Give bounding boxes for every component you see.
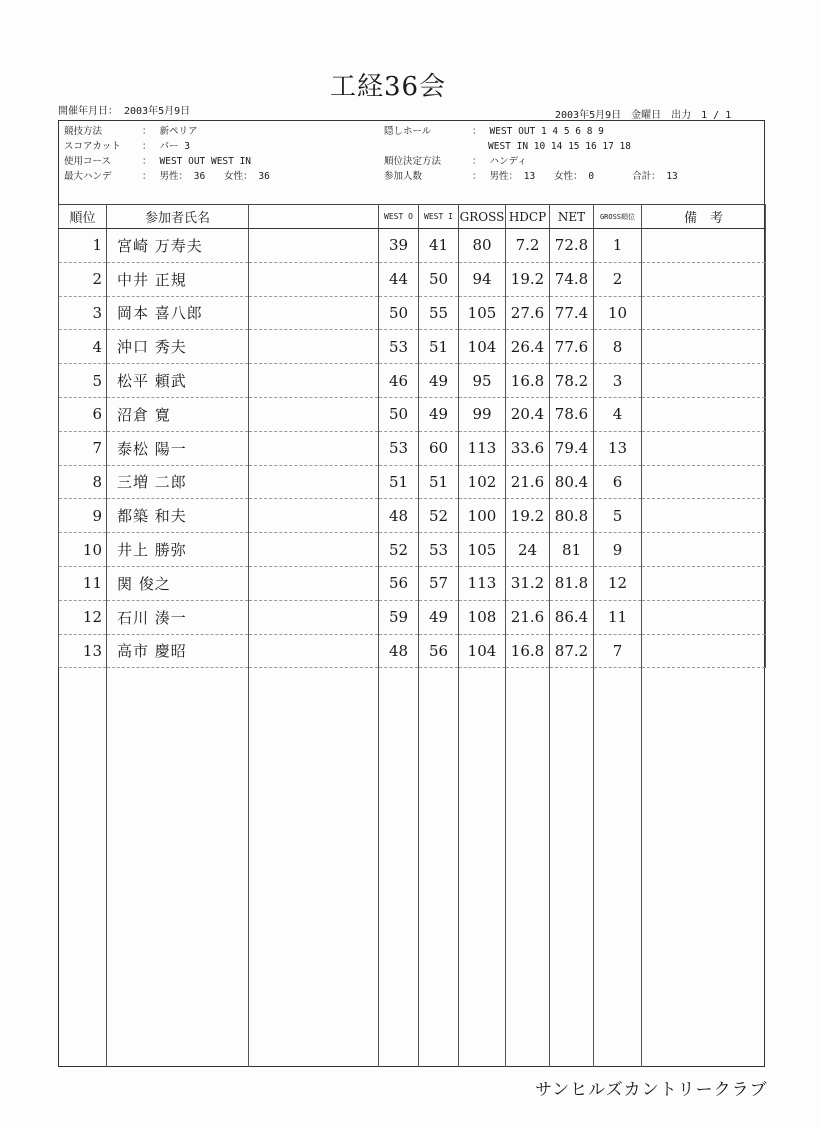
cell-out: 44 (379, 262, 419, 296)
cell-net: 78.2 (550, 364, 594, 398)
cell-gross-rank: 12 (594, 566, 642, 600)
cell-name: 三増 二郎 (107, 465, 249, 499)
info-key: 使用コース (64, 156, 112, 167)
cell-gross: 105 (459, 296, 506, 330)
cell-out: 39 (379, 229, 419, 263)
cell-in: 56 (419, 634, 459, 668)
grid-line (248, 662, 249, 1067)
cell-blank (249, 465, 379, 499)
cell-in: 53 (419, 533, 459, 567)
grid-line (593, 662, 594, 1067)
info-key: スコアカット (64, 141, 121, 152)
cell-hdcp: 27.6 (506, 296, 550, 330)
cell-rank: 7 (59, 431, 107, 465)
cell-rank: 11 (59, 566, 107, 600)
cell-blank (642, 566, 766, 600)
info-value: パー 3 (159, 141, 190, 152)
cell-rank: 1 (59, 229, 107, 263)
cell-out: 46 (379, 364, 419, 398)
cell-rank: 12 (59, 600, 107, 634)
cell-blank (249, 229, 379, 263)
cell-in: 55 (419, 296, 459, 330)
cell-hdcp: 31.2 (506, 566, 550, 600)
cell-gross-rank: 3 (594, 364, 642, 398)
info-row (64, 169, 270, 184)
cell-gross-rank: 5 (594, 499, 642, 533)
table-row (59, 600, 766, 634)
cell-net: 77.6 (550, 330, 594, 364)
cell-gross-rank: 10 (594, 296, 642, 330)
col-remarks-header: 備 考 (642, 205, 766, 229)
cell-in: 57 (419, 566, 459, 600)
cell-out: 50 (379, 397, 419, 431)
cell-net: 80.4 (550, 465, 594, 499)
cell-blank (642, 431, 766, 465)
cell-hdcp: 16.8 (506, 634, 550, 668)
info-sep: ： (472, 156, 482, 167)
col-out-header: WEST O (379, 205, 419, 229)
cell-blank (642, 330, 766, 364)
cell-gross: 113 (459, 566, 506, 600)
cell-gross: 104 (459, 634, 506, 668)
cell-net: 81 (550, 533, 594, 567)
table-row (59, 397, 766, 431)
cell-hdcp: 21.6 (506, 465, 550, 499)
table-row (59, 566, 766, 600)
info-row (384, 154, 678, 169)
info-row (384, 169, 678, 184)
cell-gross-rank: 7 (594, 634, 642, 668)
cell-blank (642, 397, 766, 431)
cell-in: 60 (419, 431, 459, 465)
info-sep: ： (472, 171, 482, 182)
cell-hdcp: 20.4 (506, 397, 550, 431)
cell-net: 72.8 (550, 229, 594, 263)
table-row (59, 330, 766, 364)
cell-in: 52 (419, 499, 459, 533)
cell-hdcp: 33.6 (506, 431, 550, 465)
cell-hdcp: 21.6 (506, 600, 550, 634)
results-table (58, 204, 766, 668)
cell-net: 74.8 (550, 262, 594, 296)
info-sep: ： (472, 126, 482, 137)
cell-gross: 105 (459, 533, 506, 567)
cell-out: 53 (379, 330, 419, 364)
table-row (59, 533, 766, 567)
cell-net: 78.6 (550, 397, 594, 431)
info-value: WEST IN 10 14 15 16 17 18 (488, 141, 631, 152)
cell-rank: 13 (59, 634, 107, 668)
cell-name: 沖口 秀夫 (107, 330, 249, 364)
cell-blank (249, 566, 379, 600)
cell-hdcp: 19.2 (506, 262, 550, 296)
output-date: 2003年5月9日 (555, 110, 622, 121)
cell-name: 泰松 陽一 (107, 431, 249, 465)
cell-name: 松平 頼武 (107, 364, 249, 398)
cell-out: 52 (379, 533, 419, 567)
cell-rank: 10 (59, 533, 107, 567)
col-name-header: 参加者氏名 (107, 205, 249, 229)
col-in-header: WEST I (419, 205, 459, 229)
cell-out: 56 (379, 566, 419, 600)
cell-out: 59 (379, 600, 419, 634)
info-key: 隠しホール (384, 126, 432, 137)
info-row (64, 139, 270, 154)
info-row (384, 139, 678, 154)
held-date-value: 2003年5月9日 (124, 106, 191, 117)
cell-blank (249, 296, 379, 330)
info-value: WEST OUT 1 4 5 6 8 9 (489, 126, 604, 137)
cell-blank (249, 397, 379, 431)
info-row (64, 124, 270, 139)
info-row (384, 124, 678, 139)
info-value: 新ペリア (159, 126, 198, 137)
cell-gross: 113 (459, 431, 506, 465)
empty-table-area (58, 662, 765, 1067)
output-page: 1 / 1 (701, 110, 732, 121)
info-key: 順位決定方法 (384, 156, 442, 167)
info-sep: ： (142, 171, 152, 182)
cell-gross-rank: 9 (594, 533, 642, 567)
cell-hdcp: 19.2 (506, 499, 550, 533)
cell-in: 51 (419, 465, 459, 499)
cell-blank (642, 499, 766, 533)
cell-in: 51 (419, 330, 459, 364)
col-gross-header: GROSS (459, 205, 506, 229)
cell-gross-rank: 1 (594, 229, 642, 263)
info-sep: ： (142, 126, 152, 137)
info-value: 男性： 36 女性： 36 (159, 171, 270, 182)
cell-gross-rank: 4 (594, 397, 642, 431)
page-title: 工経36会 (330, 72, 447, 102)
cell-blank (642, 229, 766, 263)
grid-line (549, 662, 550, 1067)
cell-gross-rank: 6 (594, 465, 642, 499)
cell-name: 石川 湊一 (107, 600, 249, 634)
cell-blank (249, 431, 379, 465)
cell-name: 高市 慶昭 (107, 634, 249, 668)
cell-hdcp: 7.2 (506, 229, 550, 263)
cell-in: 49 (419, 600, 459, 634)
cell-rank: 2 (59, 262, 107, 296)
cell-blank (249, 364, 379, 398)
cell-name: 関 俊之 (107, 566, 249, 600)
col-blank-header (249, 205, 379, 229)
cell-rank: 6 (59, 397, 107, 431)
info-key: 最大ハンデ (64, 171, 112, 182)
cell-in: 41 (419, 229, 459, 263)
table-row (59, 431, 766, 465)
held-date-label: 開催年月日： (58, 106, 118, 117)
table-row (59, 262, 766, 296)
table-row (59, 296, 766, 330)
cell-gross: 95 (459, 364, 506, 398)
info-sep: ： (142, 156, 152, 167)
table-row (59, 364, 766, 398)
cell-name: 宮崎 万寿夫 (107, 229, 249, 263)
cell-blank (642, 364, 766, 398)
cell-net: 81.8 (550, 566, 594, 600)
cell-blank (642, 465, 766, 499)
cell-rank: 3 (59, 296, 107, 330)
cell-blank (249, 533, 379, 567)
held-date (58, 102, 196, 117)
cell-gross-rank: 13 (594, 431, 642, 465)
cell-rank: 4 (59, 330, 107, 364)
info-key: 競技方法 (64, 126, 103, 137)
cell-gross: 102 (459, 465, 506, 499)
col-rank-header: 順位 (59, 205, 107, 229)
cell-rank: 8 (59, 465, 107, 499)
cell-net: 80.8 (550, 499, 594, 533)
cell-gross: 104 (459, 330, 506, 364)
cell-gross-rank: 2 (594, 262, 642, 296)
info-sep: ： (142, 141, 152, 152)
cell-in: 49 (419, 364, 459, 398)
table-row (59, 465, 766, 499)
grid-line (418, 662, 419, 1067)
cell-name: 沼倉 寛 (107, 397, 249, 431)
table-header-row (59, 205, 766, 229)
cell-out: 53 (379, 431, 419, 465)
grid-line (641, 662, 642, 1067)
cell-in: 50 (419, 262, 459, 296)
cell-in: 49 (419, 397, 459, 431)
table-row (59, 499, 766, 533)
cell-hdcp: 16.8 (506, 364, 550, 398)
cell-blank (249, 499, 379, 533)
info-value: ハンディ (489, 156, 527, 167)
cell-net: 79.4 (550, 431, 594, 465)
output-info (555, 106, 741, 121)
cell-blank (249, 262, 379, 296)
cell-gross: 94 (459, 262, 506, 296)
cell-out: 51 (379, 465, 419, 499)
cell-blank (642, 533, 766, 567)
col-hdcp-header: HDCP (506, 205, 550, 229)
grid-line (106, 662, 107, 1067)
cell-blank (249, 600, 379, 634)
cell-gross-rank: 11 (594, 600, 642, 634)
cell-name: 井上 勝弥 (107, 533, 249, 567)
cell-name: 都築 和夫 (107, 499, 249, 533)
cell-blank (642, 296, 766, 330)
grid-line (505, 662, 506, 1067)
cell-gross: 99 (459, 397, 506, 431)
cell-net: 77.4 (550, 296, 594, 330)
table-row (59, 229, 766, 263)
cell-net: 86.4 (550, 600, 594, 634)
cell-gross-rank: 8 (594, 330, 642, 364)
col-gross-rank-header: GROSS順位 (594, 205, 642, 229)
info-left (64, 124, 270, 184)
cell-name: 岡本 喜八郎 (107, 296, 249, 330)
output-label: 出力 (671, 110, 692, 121)
col-net-header: NET (550, 205, 594, 229)
club-name: サンヒルズカントリークラブ (535, 1080, 768, 1100)
cell-blank (642, 262, 766, 296)
cell-out: 48 (379, 499, 419, 533)
cell-rank: 5 (59, 364, 107, 398)
cell-net: 87.2 (550, 634, 594, 668)
cell-blank (642, 600, 766, 634)
info-row (64, 154, 270, 169)
grid-line (458, 662, 459, 1067)
info-value: WEST OUT WEST IN (159, 156, 252, 167)
cell-out: 48 (379, 634, 419, 668)
cell-gross: 108 (459, 600, 506, 634)
cell-out: 50 (379, 296, 419, 330)
output-weekday: 金曜日 (631, 110, 662, 121)
cell-name: 中井 正規 (107, 262, 249, 296)
cell-gross: 100 (459, 499, 506, 533)
info-key: 参加人数 (384, 171, 423, 182)
cell-gross: 80 (459, 229, 506, 263)
cell-blank (249, 330, 379, 364)
info-value: 男性： 13 女性： 0 合計： 13 (489, 171, 678, 182)
info-right (384, 124, 678, 184)
grid-line (378, 662, 379, 1067)
cell-hdcp: 24 (506, 533, 550, 567)
cell-rank: 9 (59, 499, 107, 533)
cell-hdcp: 26.4 (506, 330, 550, 364)
